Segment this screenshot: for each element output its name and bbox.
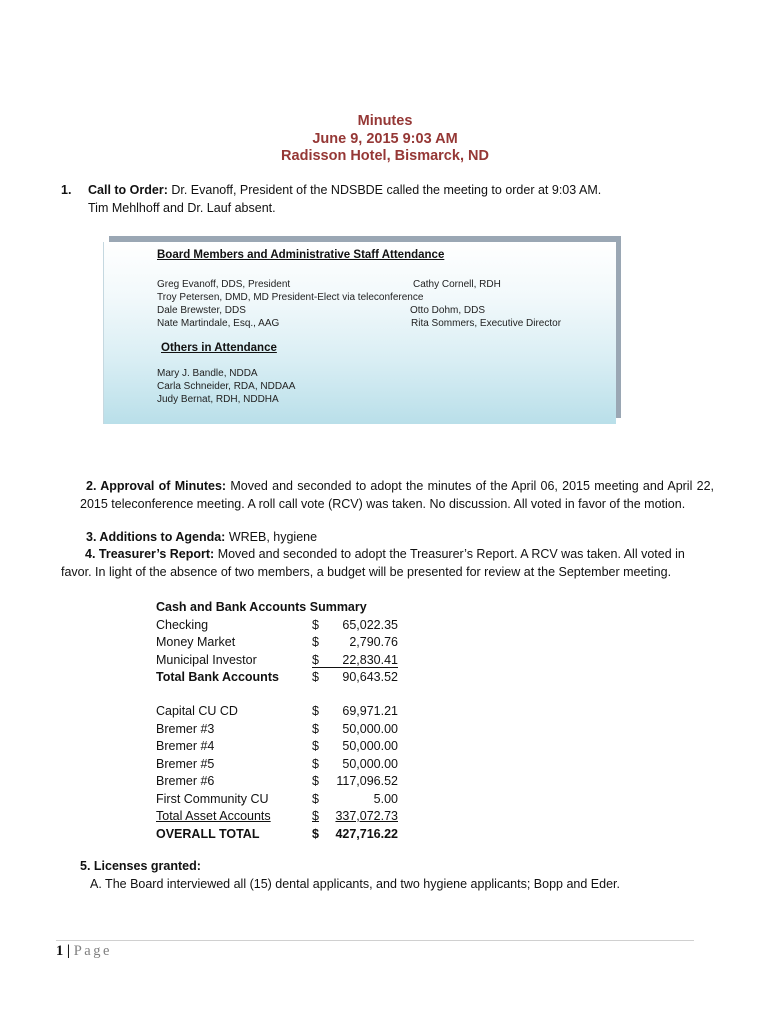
guest-name: Carla Schneider, RDA, NDDAA <box>157 381 296 392</box>
item-additions-to-agenda <box>86 529 317 547</box>
footer-divider <box>56 940 694 941</box>
header-date: June 9, 2015 9:03 AM <box>312 130 458 147</box>
item-number: 1. <box>61 183 72 197</box>
table-row <box>156 773 398 791</box>
page-number: 1 <box>56 943 64 959</box>
item-text: Moved and seconded to adopt the minutes of the April 06, 2015 meeting and April 22, 2015 teleconference meeting. A roll call vote (RCV) was taken. No discussion. All voted in favor of the motion. <box>80 479 714 511</box>
others-title: Others in Attendance <box>161 342 277 354</box>
attendance-title: Board Members and Administrative Staff Attendance <box>157 249 445 261</box>
item-heading: 3. Additions to Agenda: <box>86 530 226 544</box>
account-label: Capital CU CD <box>156 704 238 718</box>
table-row <box>156 721 398 739</box>
item-text-line2: Tim Mehlhoff and Dr. Lauf absent. <box>88 201 276 215</box>
currency-symbol: $ <box>312 756 319 771</box>
page-footer <box>56 943 112 960</box>
account-label: Money Market <box>156 635 236 649</box>
table-title: Cash and Bank Accounts Summary <box>156 600 367 614</box>
item-text: WREB, hygiene <box>225 530 318 544</box>
account-amount: 117,096.52 <box>336 774 398 788</box>
table-row <box>156 738 398 756</box>
account-label: Bremer #3 <box>156 721 215 736</box>
table-row <box>156 808 398 826</box>
item-text: A. The Board interviewed all (15) dental applicants, and two hygiene applicants; Bopp and Eder. <box>90 876 620 891</box>
attendee-name: Rita Sommers, Executive Director <box>411 318 562 329</box>
account-amount: 22,830.41 <box>342 652 398 667</box>
guest-name: Judy Bernat, RDH, NDDHA <box>157 394 279 405</box>
account-amount: 2,790.76 <box>349 635 398 649</box>
item-call-to-order <box>61 181 601 217</box>
item-heading: 2. Approval of Minutes: <box>86 479 227 493</box>
account-label: Bremer #6 <box>156 774 215 788</box>
account-label: OVERALL TOTAL <box>156 826 260 841</box>
item-treasurers-report <box>61 546 715 581</box>
item-approval-of-minutes <box>80 478 714 513</box>
currency-symbol: $ <box>312 826 319 841</box>
currency-symbol: $ <box>312 791 319 806</box>
account-amount: 337,072.73 <box>335 809 398 823</box>
item-heading: 4. Treasurer’s Report: <box>85 547 215 561</box>
account-label: First Community CU <box>156 791 269 806</box>
table-row <box>156 669 398 687</box>
account-label: Total Asset Accounts <box>156 809 271 823</box>
header-title: Minutes <box>357 113 413 129</box>
header-location: Radisson Hotel, Bismarck, ND <box>281 148 489 164</box>
account-amount: 90,643.52 <box>342 670 398 684</box>
account-amount: 427,716.22 <box>335 826 398 841</box>
attendee-name: Greg Evanoff, DDS, President <box>157 279 291 290</box>
account-amount: 50,000.00 <box>342 756 398 771</box>
attendee-name: Otto Dohm, DDS <box>410 305 486 316</box>
item-heading: Call to Order: <box>88 183 168 197</box>
page-label: Page <box>73 943 112 959</box>
account-amount: 50,000.00 <box>342 721 398 736</box>
currency-symbol: $ <box>312 670 319 684</box>
item-text: Dr. Evanoff, President of the NDSBDE called the meeting to order at 9:03 AM. <box>167 183 602 197</box>
account-label: Checking <box>156 617 209 632</box>
table-row <box>156 617 398 635</box>
attendee-name: Cathy Cornell, RDH <box>413 279 501 290</box>
currency-symbol: $ <box>312 721 319 736</box>
currency-symbol: $ <box>312 809 319 823</box>
account-label: Total Bank Accounts <box>156 670 279 684</box>
account-label: Bremer #4 <box>156 739 215 753</box>
currency-symbol: $ <box>312 617 319 632</box>
attendee-name: Troy Petersen, DMD, MD President-Elect via teleconference <box>157 292 424 303</box>
account-label: Bremer #5 <box>156 756 215 771</box>
currency-symbol: $ <box>312 704 319 718</box>
account-amount: 5.00 <box>373 791 398 806</box>
item-heading: 5. Licenses granted: <box>80 859 201 873</box>
table-row <box>156 634 398 652</box>
currency-symbol: $ <box>312 652 319 667</box>
attendee-name: Nate Martindale, Esq., AAG <box>157 318 280 329</box>
account-amount: 50,000.00 <box>342 739 398 753</box>
table-row <box>156 703 398 721</box>
table-row <box>156 826 398 844</box>
item-text: Moved and seconded to adopt the Treasurer’s Report. A RCV was taken. All voted in favor. In light of the absence of two members, a budget will be presented for review at the September meeting. <box>61 547 685 579</box>
item-licenses-granted <box>80 858 620 893</box>
account-amount: 69,971.21 <box>342 704 398 718</box>
guest-name: Mary J. Bandle, NDDA <box>157 368 258 379</box>
table-row <box>156 791 398 809</box>
account-label: Municipal Investor <box>156 652 257 667</box>
account-amount: 65,022.35 <box>342 617 398 632</box>
attendee-name: Dale Brewster, DDS <box>157 305 246 316</box>
subtotal-rule <box>312 667 398 668</box>
table-row <box>156 756 398 774</box>
currency-symbol: $ <box>312 635 319 649</box>
footer-separator: | <box>66 943 71 959</box>
currency-symbol: $ <box>312 739 319 753</box>
minutes-header <box>0 113 770 166</box>
currency-symbol: $ <box>312 774 319 788</box>
